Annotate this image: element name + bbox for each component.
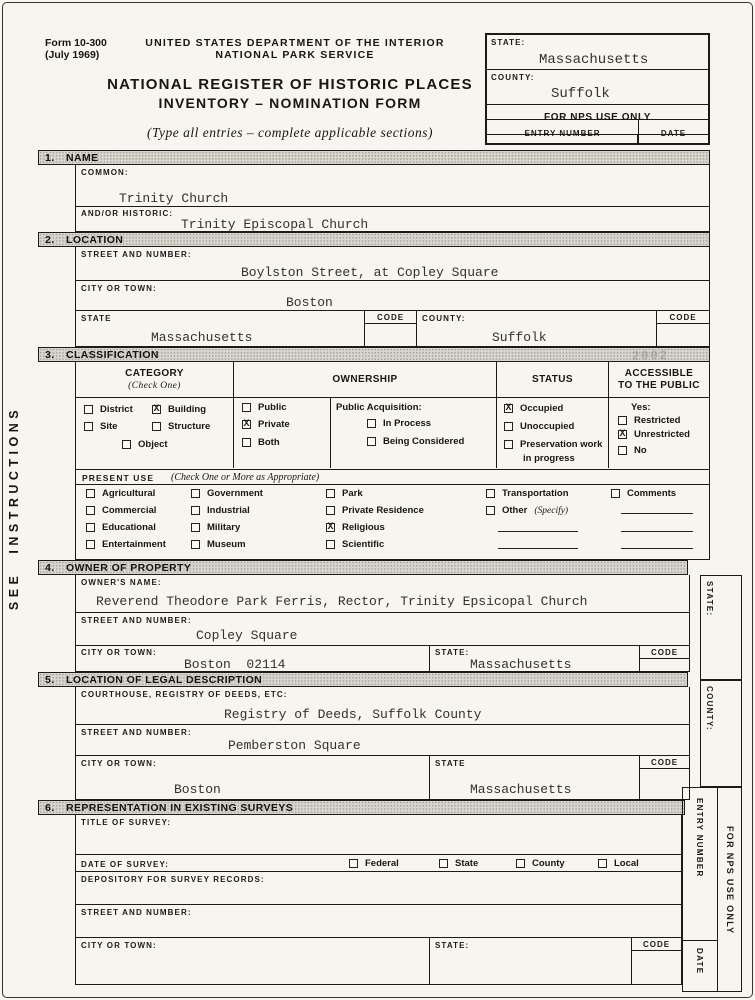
section-4-number: 4. xyxy=(45,561,55,574)
checkbox-icon xyxy=(242,403,251,412)
checkbox-label: Unrestricted xyxy=(634,429,690,440)
classification-header-row xyxy=(76,362,709,398)
checkbox-icon xyxy=(326,540,335,549)
section-3-number: 3. xyxy=(45,348,55,361)
comments-blank-line xyxy=(621,539,693,549)
checkbox-federal xyxy=(349,858,399,869)
checkbox-transportation xyxy=(486,488,569,499)
sidebar-nps-only-label: FOR NPS USE ONLY xyxy=(725,826,735,935)
checkbox-icon xyxy=(611,489,620,498)
checkbox-commercial xyxy=(86,505,156,516)
checkbox-label: Being Considered xyxy=(383,436,465,447)
form-subtitle: (Type all entries – complete applicable sections) xyxy=(147,125,433,140)
checkbox-icon: X xyxy=(619,429,626,440)
legal-city-value: Boston xyxy=(174,782,221,797)
section-2-title: LOCATION xyxy=(66,233,124,246)
other-blank-line xyxy=(498,522,578,532)
ownership-header: OWNERSHIP xyxy=(332,373,398,385)
survey-street-label: STREET AND NUMBER: xyxy=(81,908,192,917)
department-block xyxy=(120,37,470,61)
checkbox-icon: X xyxy=(327,522,334,533)
legal-state-cell xyxy=(429,756,639,800)
checkbox-icon xyxy=(486,489,495,498)
checkbox-icon: X xyxy=(243,419,250,430)
owner-name-value: Reverend Theodore Park Ferris, Rector, Trinity Epsicopal Church xyxy=(96,594,588,609)
department-line1: UNITED STATES DEPARTMENT OF THE INTERIOR xyxy=(145,37,445,49)
checkbox-occupied xyxy=(504,403,563,414)
checkbox-label: Object xyxy=(138,439,168,450)
location-county-code-cell xyxy=(656,311,709,347)
owner-street-value: Copley Square xyxy=(196,628,298,643)
location-city-value: Boston xyxy=(286,295,333,310)
checkbox-label: Religious xyxy=(342,522,385,533)
checkbox-label: In Process xyxy=(383,418,432,429)
checkbox-object xyxy=(122,439,168,450)
form-title-line2: INVENTORY – NOMINATION FORM xyxy=(158,95,422,111)
checkbox-label: Local xyxy=(614,858,639,869)
survey-code-label: CODE xyxy=(632,938,681,951)
nps-county-label: COUNTY: xyxy=(491,73,535,82)
section-2-bar xyxy=(38,232,710,247)
checkbox-icon: X xyxy=(505,403,512,414)
department-line2: NATIONAL PARK SERVICE xyxy=(215,49,375,61)
checkbox-icon xyxy=(367,437,376,446)
legal-state-value: Massachusetts xyxy=(470,782,572,797)
sidebar-date-cell xyxy=(683,940,717,991)
checkbox-label: Preservation work xyxy=(520,439,603,450)
form-title-line1: NATIONAL REGISTER OF HISTORIC PLACES xyxy=(107,76,473,93)
nps-only-label: FOR NPS USE ONLY xyxy=(543,112,652,123)
checkbox-district xyxy=(84,404,133,415)
nps-county-value: Suffolk xyxy=(551,86,610,102)
form-number-block xyxy=(45,37,107,61)
checkbox-label: Private Residence xyxy=(342,505,424,516)
owner-name-label: OWNER'S NAME: xyxy=(81,578,162,587)
date-label: DATE xyxy=(660,129,687,138)
checkbox-label: Restricted xyxy=(634,415,681,426)
sidebar-state-label: STATE: xyxy=(705,581,714,617)
status-header: STATUS xyxy=(532,373,573,385)
accessible-header-cell xyxy=(608,362,709,397)
location-county-value: Suffolk xyxy=(492,330,547,345)
common-name-value: Trinity Church xyxy=(119,191,229,206)
checkbox-icon: X xyxy=(153,404,160,415)
accessible-cell xyxy=(608,398,709,468)
location-state-code-cell xyxy=(364,311,416,347)
classification-table xyxy=(75,362,710,470)
location-county-code-label: CODE xyxy=(657,311,709,324)
checkbox-label: Military xyxy=(207,522,241,533)
checkbox-scientific xyxy=(326,539,384,550)
category-cell xyxy=(76,398,233,468)
other-specify-note: (Specify) xyxy=(534,505,569,516)
checkbox-unrestricted xyxy=(618,429,690,440)
survey-city-cell xyxy=(76,938,429,985)
location-city-label: CITY OR TOWN: xyxy=(81,284,157,293)
checkbox-label: Private xyxy=(258,419,290,430)
checkbox-museum xyxy=(191,539,246,550)
checkbox-icon xyxy=(86,506,95,515)
checkbox-label: Occupied xyxy=(520,403,564,414)
checkbox-no xyxy=(618,445,647,456)
checkbox-label: Site xyxy=(100,421,118,432)
location-state-cell xyxy=(76,311,364,347)
field-legal-street xyxy=(76,725,689,756)
ownership-type-subcell xyxy=(234,398,330,468)
section-1-title: NAME xyxy=(66,151,99,164)
checkbox-icon xyxy=(86,523,95,532)
field-location-city xyxy=(76,281,709,311)
field-survey-title xyxy=(76,815,681,855)
checkbox-label: Public xyxy=(258,402,287,413)
section-6-body xyxy=(75,815,682,985)
field-historic-name xyxy=(76,207,709,232)
entry-number-header-cell xyxy=(487,120,638,138)
form-number: Form 10-300 xyxy=(45,37,107,49)
checkbox-label: Educational xyxy=(102,522,156,533)
present-use-label: PRESENT USE xyxy=(82,473,155,483)
checkbox-label: District xyxy=(100,404,133,415)
date-header-cell xyxy=(638,120,708,138)
checkbox-icon xyxy=(367,419,376,428)
category-header: CATEGORY xyxy=(125,367,184,379)
location-state-code-label: CODE xyxy=(365,311,416,324)
historic-name-label: AND/OR HISTORIC: xyxy=(81,209,174,218)
survey-city-state-row xyxy=(76,938,681,985)
checkbox-label: Transportation xyxy=(502,488,569,499)
owner-city-value: Boston 02114 xyxy=(184,657,286,672)
entry-number-label: ENTRY NUMBER xyxy=(524,129,601,138)
checkbox-icon xyxy=(191,489,200,498)
location-street-label: STREET AND NUMBER: xyxy=(81,250,192,259)
checkbox-icon xyxy=(86,540,95,549)
acquisition-subcell xyxy=(330,398,496,468)
section-3-bar xyxy=(38,347,710,362)
sidebar-nps-only-cell xyxy=(717,788,741,991)
checkbox-icon xyxy=(242,438,251,447)
owner-city-state-row xyxy=(76,646,689,672)
checkbox-religious xyxy=(326,522,385,533)
sidebar-entry-number-cell xyxy=(683,788,717,940)
form-date: (July 1969) xyxy=(45,49,100,61)
checkbox-label: Industrial xyxy=(207,505,250,516)
checkbox-label: Scientific xyxy=(342,539,385,550)
present-use-note: (Check One or More as Appropriate) xyxy=(171,472,320,483)
legal-street-value: Pemberston Square xyxy=(228,738,361,753)
sidebar-entry-number-label: ENTRY NUMBER xyxy=(695,798,704,878)
ownership-header-cell xyxy=(233,362,496,397)
location-state-county-row xyxy=(76,311,709,347)
present-use-box xyxy=(75,470,710,560)
checkbox-label: Government xyxy=(207,488,263,499)
location-county-label: COUNTY: xyxy=(422,314,466,323)
preservation-work-label-line2: in progress xyxy=(523,453,575,464)
nps-state-value: Massachusetts xyxy=(539,52,649,68)
legal-state-label: STATE xyxy=(435,759,466,768)
section-6-title: REPRESENTATION IN EXISTING SURVEYS xyxy=(66,801,294,814)
checkbox-label: Structure xyxy=(168,421,211,432)
sidebar-nps-columns xyxy=(683,788,741,991)
section-4-title: OWNER OF PROPERTY xyxy=(66,561,192,574)
accessible-yes-label: Yes: xyxy=(631,402,651,413)
field-owner-name xyxy=(76,575,689,613)
checkbox-icon xyxy=(618,416,627,425)
section-2-number: 2. xyxy=(45,233,55,246)
section-1-number: 1. xyxy=(45,151,55,164)
checkbox-military xyxy=(191,522,240,533)
location-state-value: Massachusetts xyxy=(151,330,253,345)
classification-body-row xyxy=(76,398,709,468)
present-use-grid xyxy=(76,485,709,558)
checkbox-private xyxy=(242,419,290,430)
checkbox-icon xyxy=(486,506,495,515)
checkbox-unoccupied xyxy=(504,421,574,432)
status-header-cell xyxy=(496,362,608,397)
checkbox-icon xyxy=(191,506,200,515)
checkbox-agricultural xyxy=(86,488,155,499)
checkbox-county xyxy=(516,858,565,869)
legal-city-state-row xyxy=(76,756,689,800)
section-5-bar xyxy=(38,672,688,687)
checkbox-icon xyxy=(191,540,200,549)
courthouse-value: Registry of Deeds, Suffolk County xyxy=(224,707,482,722)
legal-street-label: STREET AND NUMBER: xyxy=(81,728,192,737)
checkbox-educational xyxy=(86,522,156,533)
checkbox-icon xyxy=(326,489,335,498)
nps-county-field xyxy=(487,70,708,105)
status-cell xyxy=(496,398,608,468)
owner-state-value: Massachusetts xyxy=(470,657,572,672)
ghost-stamp: 2002 xyxy=(631,348,669,364)
checkbox-label: Building xyxy=(168,404,206,415)
sidebar-date-label: DATE xyxy=(695,948,704,975)
section-1-body xyxy=(75,165,710,232)
field-survey-street xyxy=(76,905,681,938)
checkbox-label: Park xyxy=(342,488,363,499)
nps-state-field xyxy=(487,35,708,70)
legal-city-label: CITY OR TOWN: xyxy=(81,759,157,768)
checkbox-icon xyxy=(326,506,335,515)
nps-use-box xyxy=(485,33,710,145)
checkbox-label: Comments xyxy=(627,488,677,499)
owner-state-label: STATE: xyxy=(435,648,470,657)
section-6-bar xyxy=(38,800,685,815)
nps-entry-date-header xyxy=(487,120,708,138)
field-depository xyxy=(76,872,681,905)
checkbox-icon xyxy=(504,440,513,449)
checkbox-icon xyxy=(86,489,95,498)
field-survey-date xyxy=(76,855,681,872)
section-4-body xyxy=(75,575,690,672)
checkbox-label: Other xyxy=(502,505,528,516)
section-2-body xyxy=(75,247,710,347)
location-county-cell xyxy=(416,311,656,347)
historic-name-value: Trinity Episcopal Church xyxy=(181,217,369,232)
section-4-bar xyxy=(38,560,688,575)
acquisition-label: Public Acquisition: xyxy=(336,402,422,413)
sidebar-nps-block xyxy=(682,787,742,992)
comments-blank-line xyxy=(621,522,693,532)
checkbox-label: Museum xyxy=(207,539,246,550)
checkbox-in-process xyxy=(367,418,431,429)
survey-code-cell xyxy=(631,938,681,985)
nps-only-strip xyxy=(487,105,708,123)
see-instructions-vertical-label: SEE INSTRUCTIONS xyxy=(7,405,21,611)
checkbox-label: State xyxy=(455,858,479,869)
sidebar-county-box xyxy=(700,680,742,787)
field-owner-street xyxy=(76,613,689,646)
checkbox-restricted xyxy=(618,415,680,426)
section-3-title: CLASSIFICATION xyxy=(66,348,159,361)
field-courthouse xyxy=(76,687,689,725)
field-location-street xyxy=(76,247,709,281)
checkbox-site xyxy=(84,421,117,432)
checkbox-icon xyxy=(349,859,358,868)
checkbox-label: Both xyxy=(258,437,280,448)
ownership-cell xyxy=(233,398,496,468)
checkbox-icon xyxy=(618,446,627,455)
owner-city-label: CITY OR TOWN: xyxy=(81,648,157,657)
section-5-title: LOCATION OF LEGAL DESCRIPTION xyxy=(66,673,263,686)
section-5-body xyxy=(75,687,690,800)
owner-code-label: CODE xyxy=(640,646,689,659)
other-blank-line xyxy=(498,539,578,549)
checkbox-state xyxy=(439,858,478,869)
survey-city-label: CITY OR TOWN: xyxy=(81,941,157,950)
checkbox-park xyxy=(326,488,363,499)
legal-city-cell xyxy=(76,756,429,800)
courthouse-label: COURTHOUSE, REGISTRY OF DEEDS, ETC: xyxy=(81,690,288,699)
accessible-header-line1: ACCESSIBLE xyxy=(624,367,694,379)
location-street-value: Boylston Street, at Copley Square xyxy=(241,265,499,280)
owner-street-label: STREET AND NUMBER: xyxy=(81,616,192,625)
legal-code-label: CODE xyxy=(640,756,689,769)
checkbox-icon xyxy=(191,523,200,532)
checkbox-building xyxy=(152,404,206,415)
checkbox-government xyxy=(191,488,263,499)
survey-state-label: STATE: xyxy=(435,941,470,950)
owner-state-cell xyxy=(429,646,639,672)
survey-state-cell xyxy=(429,938,631,985)
checkbox-comments xyxy=(611,488,676,499)
present-use-header xyxy=(76,470,709,485)
survey-date-label: DATE OF SURVEY: xyxy=(81,860,170,869)
checkbox-preservation-work xyxy=(504,439,602,450)
checkbox-icon xyxy=(439,859,448,868)
checkbox-icon xyxy=(84,405,93,414)
field-common-name xyxy=(76,165,709,207)
checkbox-label: Entertainment xyxy=(102,539,166,550)
section-6-number: 6. xyxy=(45,801,55,814)
section-1-bar xyxy=(38,150,710,165)
comments-blank-line xyxy=(621,504,693,514)
checkbox-industrial xyxy=(191,505,250,516)
checkbox-label: Unoccupied xyxy=(520,421,575,432)
checkbox-label: County xyxy=(532,858,565,869)
checkbox-icon xyxy=(504,422,513,431)
checkbox-public xyxy=(242,402,287,413)
category-header-cell xyxy=(76,362,233,397)
survey-title-label: TITLE OF SURVEY: xyxy=(81,818,172,827)
checkbox-label: Commercial xyxy=(102,505,157,516)
checkbox-other xyxy=(486,505,568,516)
nps-state-label: STATE: xyxy=(491,38,526,47)
checkbox-icon xyxy=(516,859,525,868)
owner-city-cell xyxy=(76,646,429,672)
checkbox-label: Federal xyxy=(365,858,399,869)
checkbox-structure xyxy=(152,421,210,432)
checkbox-local xyxy=(598,858,639,869)
checkbox-label: Agricultural xyxy=(102,488,156,499)
checkbox-icon xyxy=(84,422,93,431)
common-name-label: COMMON: xyxy=(81,168,129,177)
checkbox-private-residence xyxy=(326,505,424,516)
checkbox-both xyxy=(242,437,280,448)
checkbox-icon xyxy=(152,422,161,431)
sidebar-state-box xyxy=(700,575,742,680)
depository-label: DEPOSITORY FOR SURVEY RECORDS: xyxy=(81,875,265,884)
owner-code-cell xyxy=(639,646,689,672)
location-state-label: STATE xyxy=(81,314,112,323)
checkbox-icon xyxy=(122,440,131,449)
checkbox-icon xyxy=(598,859,607,868)
checkbox-being-considered xyxy=(367,436,464,447)
sidebar-county-label: COUNTY: xyxy=(705,686,714,731)
checkbox-label: No xyxy=(634,445,647,456)
entry-date-divider xyxy=(637,135,639,143)
sidebar-entry-date-column xyxy=(683,788,717,991)
checkbox-entertainment xyxy=(86,539,166,550)
category-header-note: (Check One) xyxy=(128,380,181,391)
accessible-header-line2: TO THE PUBLIC xyxy=(618,379,700,391)
section-5-number: 5. xyxy=(45,673,55,686)
